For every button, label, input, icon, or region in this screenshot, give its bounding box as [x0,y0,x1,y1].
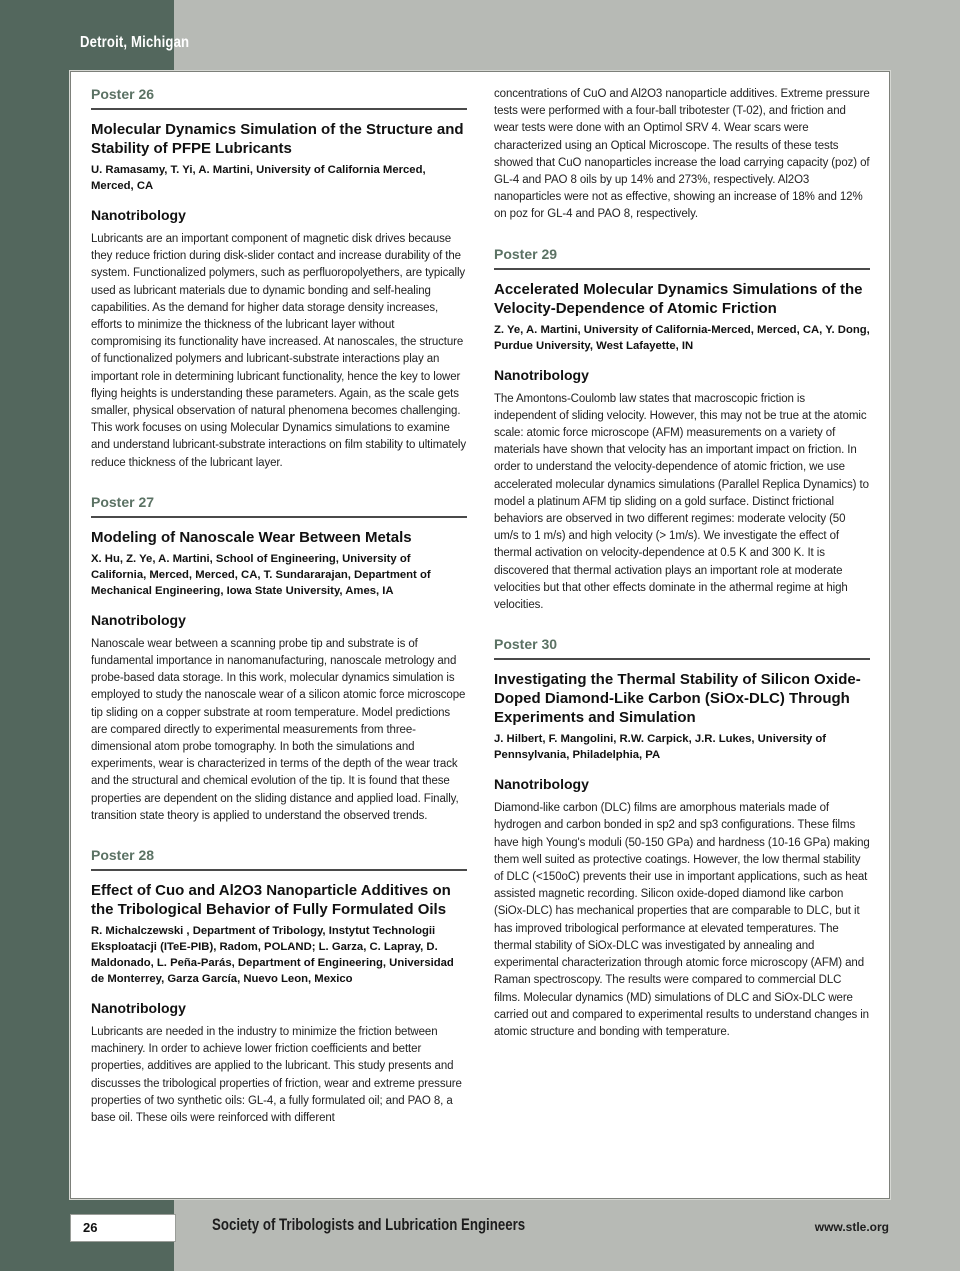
footer-url[interactable]: www.stle.org [814,1220,889,1234]
poster-29-title: Accelerated Molecular Dynamics Simulations of the Velocity-Dependence of Atomic Friction [494,280,863,317]
poster-28-authors: R. Michalczewski , Department of Tribology, Instytut Technologii Eksploatacji (ITeE-PIB), Radom, POLAND; L. Garza, C. Lapray, D. Maldonado, L. Peña-Parás, Department of Engineering, Universidad de Monterrey, Garza García, Nuevo Leon, Mexico [91,925,454,986]
poster-26-abstract: Lubricants are an important component of magnetic disk drives because they reduce friction during disk-slider contact and increase durability of the system. Functionalized polymers, such as perfluoropolyethers, are typically used as lubricant materials due to dynamic bonding and self-healing capabilities. As the demand for higher data storage density increases, efforts to minimize the thickness of the lubricant layer without compromising its functionality have increased. At nanoscales, the structure of functionalized polymers and lubricant-substrate interactions play an important role in determining lubricant functionality, hence the key to lower flying heights is understanding these parameters. Again, as the scale gets smaller, physical observation of natural phenomena becomes challenging. This work focuses on using Molecular Dynamics simulations to examine and understand lubricant-substrate interactions on film stability to ultimately reduce thickness of the lubricant layer. [91,233,466,469]
poster-27-abstract: Nanoscale wear between a scanning probe tip and substrate is of fundamental importance in nanomanufacturing, nanoscale metrology and probe-based data storage. In this work, molecular dynamics simulation is employed to study the nanoscale wear of a silicon atomic force microscope tip sliding on a copper substrate at room temperature. Model predictions are compared directly to experimental measurements from three-dimensional atom probe tomography. In both the simulations and experiments, wear is characterized in terms of the depth of the wear track and the structural and chemical evolution of the tip. It is found that these properties are dependent on the sliding distance and applied load. Finally, transition state theory is applied to understand the observed trends. [91,637,466,822]
poster-30-label: Poster 30 [494,636,870,660]
poster-28-abstract: Lubricants are needed in the industry to minimize the friction between machinery. In order to achieve lower friction coefficients and better properties, additives are applied to the lubricant. This study presents and discusses the tribological properties of friction, wear and extreme pressure properties of two synthetic oils: GL-4, a fully formulated oil; and PAO 8, a base oil. These oils were reinforced with different [91,1026,462,1125]
right-column [494,82,870,1041]
poster-29-abstract: The Amontons-Coulomb law states that macroscopic friction is independent of sliding velocity. However, this may not be true at the atomic scale: atomic force microscope (AFM) measurements on a variety of materials have shown that velocity has an important impact on friction. In order to understand the velocity-dependence of atomic friction, we use accelerated molecular dynamics simulations (Parallel Replica Dynamics) to model a platinum AFM tip sliding on a gold surface. Distinct frictional behaviors are observed in two different regimes: moderate velocity (50 um/s to 1 m/s) and high velocity (> 1m/s). We investigate the effect of thermal activation on velocity-dependence at 0.5 K and 300 K. It is discovered that thermal activation plays an important role at moderate velocities but that other effects dominate in the athermal regime at high velocities. [494,392,869,612]
page-number: 26 [83,1220,98,1235]
poster-26-title: Molecular Dynamics Simulation of the Structure and Stability of PFPE Lubricants [91,121,464,157]
poster-28-label: Poster 28 [91,847,467,871]
poster-27-authors: X. Hu, Z. Ye, A. Martini, School of Engineering, University of California, Merced, Merced, CA, T. Sundararajan, Department of Mechanical Engineering, Iowa State University, Ames, IA [91,552,431,597]
poster-27-title: Modeling of Nanoscale Wear Between Metals [91,528,412,546]
poster-29-label: Poster 29 [494,246,870,270]
poster-30-title: Investigating the Thermal Stability of Silicon Oxide-Doped Diamond-Like Carbon (SiOx-DLC) Through Experiments and Simulation [494,671,861,727]
content-panel [70,71,890,1199]
poster-26-category: Nanotribology [91,207,186,223]
poster-28-title: Effect of Cuo and Al2O3 Nanoparticle Additives on the Tribological Behavior of Fully Formulated Oils [91,882,451,919]
poster-28-category: Nanotribology [91,1000,186,1017]
poster-30-category: Nanotribology [494,776,589,793]
poster-27-category: Nanotribology [91,611,186,628]
poster-29-authors: Z. Ye, A. Martini, University of California-Merced, Merced, CA, Y. Dong, Purdue University, West Lafayette, IN [494,323,870,352]
poster-26-label: Poster 26 [91,86,467,110]
header-location: Detroit, Michigan [80,34,190,51]
poster-30-authors: J. Hilbert, F. Mangolini, R.W. Carpick, J.R. Lukes, University of Pennsylvania, Philadelphia, PA [494,733,827,762]
poster-28-abstract-continued: concentrations of CuO and Al2O3 nanoparticle additives. Extreme pressure tests were performed with a four-ball tribotester (T-02), and friction and wear tests were done with an Optimol SRV 4. Wear scars were characterized using an Optical Microscope. The results of these tests showed that CuO nanoparticles increase the load carrying capacity (poz) of GL-4 and PAO 8 oils by up 14% and 273%, respectively. Al2O3 nanoparticles were not as effective, showing an increase of 18% and 12% on poz for GL-4 and PAO 8, respectively. [494,88,870,221]
poster-27-label: Poster 27 [91,494,467,518]
left-column [91,82,467,1127]
footer-organization: Society of Tribologists and Lubrication Engineers [212,1215,526,1234]
poster-30-abstract: Diamond-like carbon (DLC) films are amorphous materials made of hydrogen and carbon bonded in sp2 and sp3 configurations. These films have high Young's moduli (50-150 GPa) and hardness (10-16 GPa) making them well suited as protective coatings. However, the low thermal stability of DLC (<150oC) prevents their use in important applications, such as heat assisted magnetic recording. Silicon oxide-doped diamond like carbon (SiOx-DLC) has mechanical properties that are comparable to DLC, but it has improved tribological performance at elevated temperatures. The thermal stability of SiOx-DLC was investigated by annealing and experimental characterization through atomic force microscopy (AFM) and Raman spectroscopy. The results were compared to commercial DLC films. Molecular dynamics (MD) simulations of DLC and SiOx-DLC were carried out and compared to experimental results to understand changes in atomic structure and bonding with temperature. [494,802,870,1038]
page-number-box [70,1214,176,1242]
poster-29-category: Nanotribology [494,366,589,383]
poster-26-authors: U. Ramasamy, T. Yi, A. Martini, University of California Merced, Merced, CA [91,164,426,192]
